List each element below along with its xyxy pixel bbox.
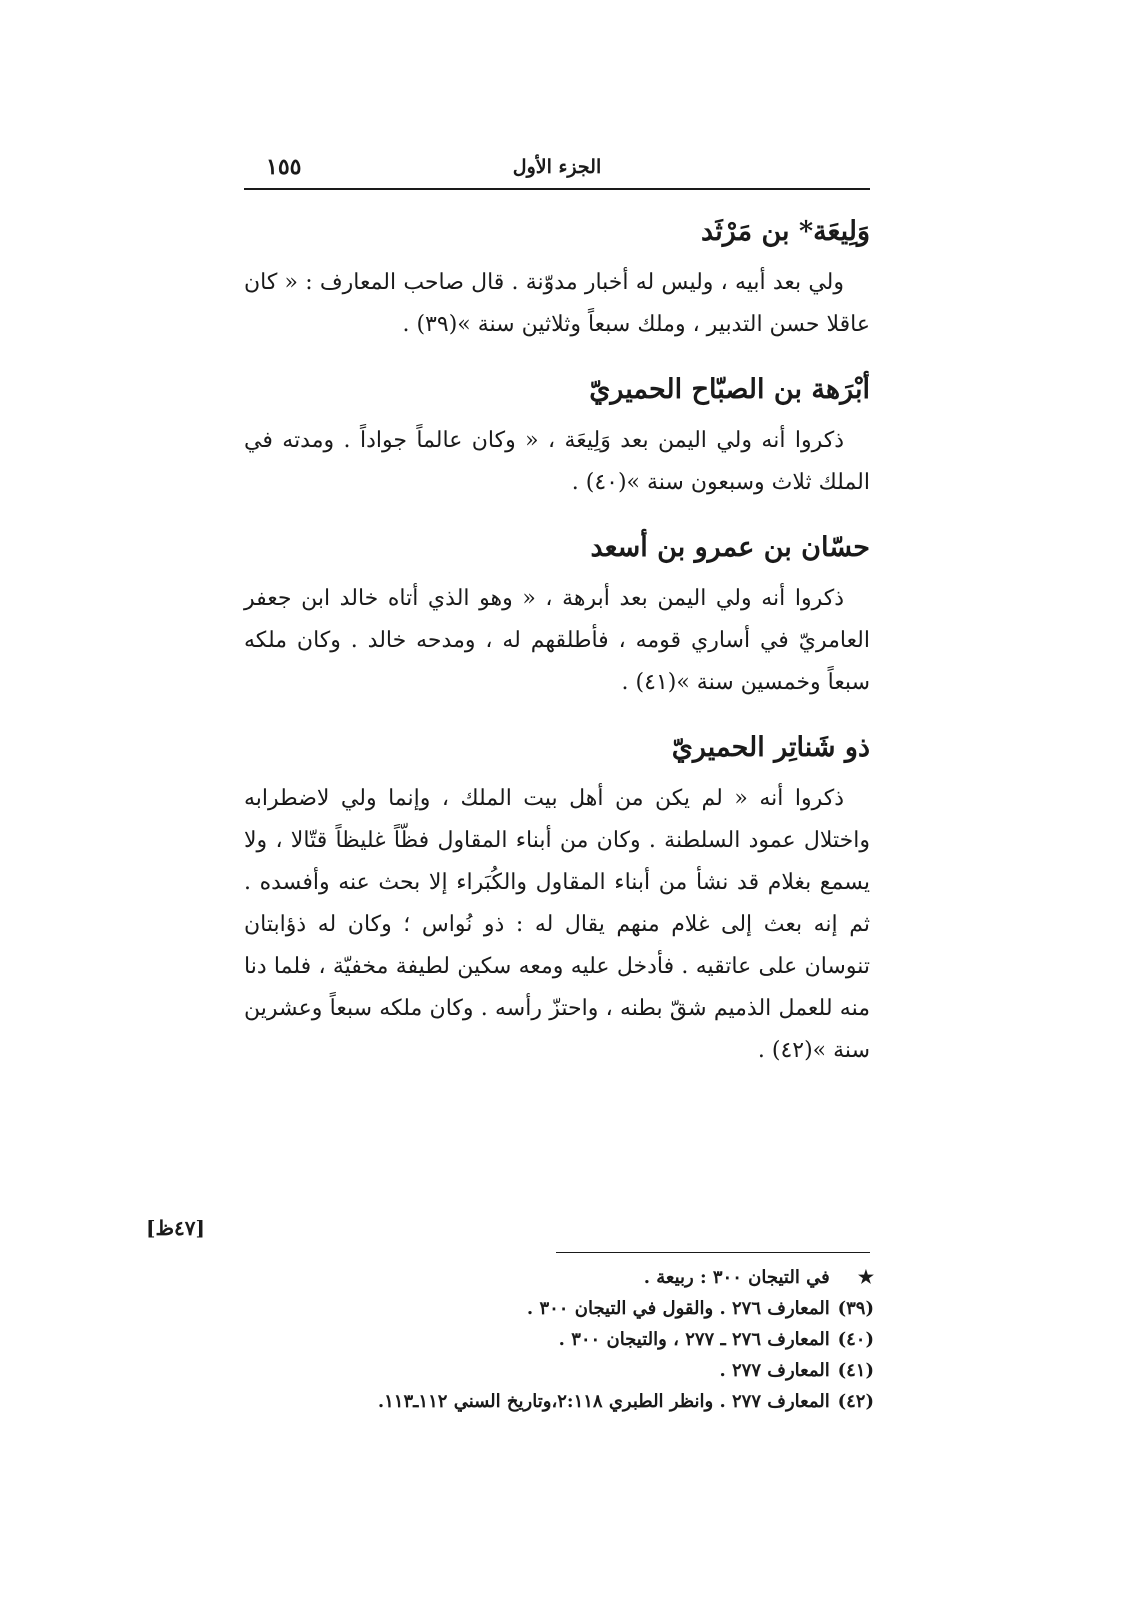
section-paragraph: ذكروا أنه « لم يكن من أهل بيت الملك ، وإنما ولي لاضطرابه واختلال عمود السلطنة . وكان من أبناء المقاول فظّاً غليظاً قتّالا ، ولا يسمع بغلام قد نشأ من أبناء المقاول والكُبَراء إلا بحث عنه وأفسده . ثم إنه بعث إلى غلام منهم يقال له : ذو نُواس ؛ وكان له ذؤابتان تنوسان على عاتقيه . فأدخل عليه ومعه سكين لطيفة مخفيّة ، فلما دنا منه للعمل الذميم شقّ بطنه ، واحتزّ رأسه . وكان ملكه سبعاً وعشرين سنة »(٤٢) . <box>244 786 870 1063</box>
footnote-item <box>232 1386 874 1417</box>
footnote-divider <box>556 1252 870 1253</box>
footnotes-list <box>232 1262 874 1417</box>
footnote-text: المعارف ٢٧٦ . والقول في التيجان ٣٠٠ . <box>526 1298 830 1319</box>
section-heading: حسّان بن عمرو بن أسعد <box>590 532 870 563</box>
page-header <box>244 152 870 190</box>
footnote-text: المعارف ٢٧٧ . وانظر الطبري ٢:١١٨،وتاريخ السني ١١٢ـ١١٣. <box>377 1391 830 1412</box>
section-paragraph: ولي بعد أبيه ، وليس له أخبار مدوّنة . قال صاحب المعارف : « كان عاقلا حسن التدبير ، وملك سبعاً وثلاثين سنة »(٣٩) . <box>244 270 870 337</box>
page-number: ١٥٥ <box>266 154 302 180</box>
footnote-text: في التيجان ٣٠٠ : ربيعة . <box>643 1267 830 1288</box>
section-heading: وَلِيعَة* بن مَرْثَد <box>701 216 870 247</box>
footnote-text: المعارف ٢٧٦ ـ ٢٧٧ ، والتيجان ٣٠٠ . <box>558 1329 830 1350</box>
section-hassan <box>244 528 870 704</box>
section-heading: ذو شَناتِر الحميريّ <box>671 732 870 763</box>
footnote-item <box>232 1262 874 1293</box>
section-abraha <box>244 370 870 504</box>
footnote-mark: (٣٩) <box>837 1298 874 1319</box>
folio-margin-note: [٤٧ظ] <box>146 1216 205 1240</box>
footnote-item <box>232 1324 874 1355</box>
section-heading: أبْرَهة بن الصبّاح الحميريّ <box>589 374 870 405</box>
footnote-text: المعارف ٢٧٧ . <box>719 1360 830 1381</box>
footnote-mark: ★ <box>857 1267 874 1288</box>
footnote-item <box>232 1355 874 1386</box>
page-body <box>244 212 870 1096</box>
section-walia <box>244 212 870 346</box>
section-paragraph: ذكروا أنه ولي اليمن بعد أبرهة ، « وهو الذي أتاه خالد ابن جعفر العامريّ في أساري قومه ، فأطلقهم له ، ومدحه خالد . وكان ملكه سبعاً وخمسين سنة »(٤١) . <box>244 586 870 695</box>
footnote-mark: (٤٠) <box>837 1329 874 1350</box>
footnote-mark: (٤٢) <box>837 1391 874 1412</box>
section-dhu-shanatir <box>244 728 870 1072</box>
footnote-item <box>232 1293 874 1324</box>
footnote-mark: (٤١) <box>837 1360 874 1381</box>
section-paragraph: ذكروا أنه ولي اليمن بعد وَلِيعَة ، « وكان عالماً جواداً . ومدته في الملك ثلاث وسبعون سنة »(٤٠) . <box>244 428 870 495</box>
running-title: الجزء الأول <box>512 156 602 178</box>
